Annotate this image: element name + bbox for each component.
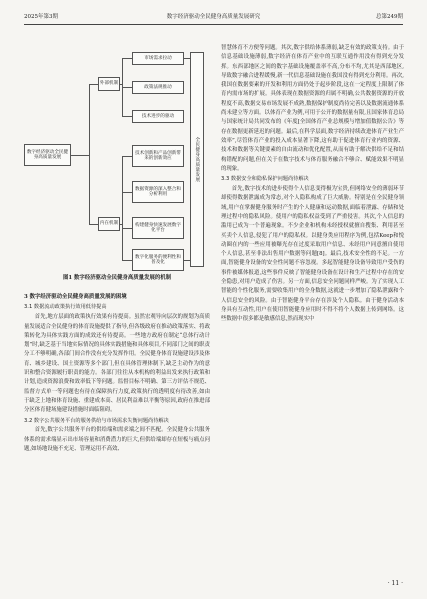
paragraph: 首先,数字技术的进步使得个人信息变得极为宝贵,但网络安全的薄弱环节却使得数据泄露成为常态,对个人隐私构成了巨大威胁。特别是在全民健身领域,用户在掌握健身服务时产生的个人健康和运动数据,面临着泄露、存储和处理过程中的隐私风险。使用户的隐私权益受到了严重侵害。其次,个人信息的滥用已成为一个普遍现象。不少企业和机构未经授权就擅自搜集、利用甚至买卖个人信息,侵犯了用户的隐私权。以健身类应用程序为例,包括Keep和悦动圈在内的一些应用被曝光存在过度采取用户信息、未经用户同意擅自使用个人信息,甚至非法出售用户数据等问题[8]。最后,技术安全性的不足。一方面,智能健身设备的安全性问题不容忽视。多起智能健身设备导致用户受伤的事件被媒体报道,这些事件反映了智能健身设备在设计和生产过程中存在的安全隐患,对用户造成了伤害。另一方面,信息安全问题同样严峻。为了实现人工智能的个性化服务,需要收集用户的全身数据,这就进一步增加了隐私泄露和个人信息安全的风险。由于智能健身平台存在涉及个人隐私。由于健身活动本身具有互动性,用户在使用智能健身应用时不得不将个人数据上传到网络。这些数据中很多都是敏感信息,然而现实中 <box>221 186 404 323</box>
connector <box>89 84 90 224</box>
mechanism-diagram <box>24 44 208 268</box>
total-issue-label: 总第249期 <box>376 14 403 20</box>
diagram-item: 技术创新和产品创新带来的创新效应 <box>132 145 184 167</box>
connector <box>122 58 132 59</box>
outcome-box: 全民健身高质量发展 <box>190 52 204 267</box>
connector <box>122 260 132 261</box>
external-mechanism-box: 外部机制 <box>98 77 120 91</box>
connector <box>122 156 132 157</box>
connector <box>122 228 132 229</box>
internal-mechanism-box: 内在机制 <box>98 217 120 231</box>
paragraph: 首先,地方层面的政策执行效果有待提高。虽然宏观导向层次的规划为高质量发展适合全民健身的体育设施提供了指导,但各级政府在推动政策落实、将政策转化为具体实践方面的成效还有待提高。一些地方政府在制定“总体行动计划”时,缺乏基于当地实际情况的具体实践措施和具体项目,不同部门之间的职责分工不够明确,各部门间合作没有充分发挥作用。全民健身体育设施建设涉及体育、城乡建设、国土资源等多个部门,但在具体管理体制下,缺乏主动作为的意识和整合资源履行职责的能力。各部门往往从本机构的利益出发来执行政策和计划,造成资源浪费和效率低下等问题。监督目标不明确、第三方评估不规范、监督方式单一等问题也有待在保障执行力度,政策执行的透明度有待改善,如由于缺乏上地和体育设施、重建成本高、居民利益难以平衡等原因,政府在推进部分区体育健场施建设措施时面临阻碍。 <box>24 314 210 414</box>
connector <box>89 224 98 225</box>
connector <box>122 192 132 193</box>
subsection-heading: 3.3 数据安全和隐私保护问题尚待解决 <box>221 176 309 183</box>
diagram-item: 市场需求拉动 <box>132 52 184 65</box>
root-box: 数字经济驱动全民健身高质量发展 <box>24 144 71 166</box>
diagram-item: 技术进步的驱动 <box>132 110 184 123</box>
connector <box>122 116 132 117</box>
diagram-item: 数字化服务的便利性和普及化 <box>132 249 184 271</box>
issue-label: 2025年第3期 <box>24 14 58 20</box>
page-number: · 11 · <box>387 580 403 587</box>
right-column <box>221 44 404 325</box>
connector <box>71 155 89 156</box>
connector <box>122 87 132 88</box>
section-heading: 3 数字经济驱动全民健身高质量发展的困境 <box>24 294 127 300</box>
connector <box>120 224 123 225</box>
subsection-heading: 3.2 数字公共服务平台的服务供给与市场需求失衡问题尚待解决 <box>24 417 169 424</box>
subsection-heading: 3.1 数据流动政策执行效用低待提高 <box>24 304 107 311</box>
connector <box>120 84 123 85</box>
left-column <box>24 293 210 454</box>
diagram-item: 政策法规推动 <box>132 81 184 94</box>
diagram-item: 构建健身快速发展数字化平台 <box>132 217 184 239</box>
running-header <box>24 12 403 24</box>
paragraph: 首先,数字公共服务平台的供给端和需求端之间不匹配。全民健身公共服务体系的需求端显示出市场容量和消费潜力的巨大,但供给端却存在短板与痛点问题,如场地设施不充足、管理运用不高效、 <box>24 427 210 453</box>
paragraph: 智慧体育不方便等问题。其次,数字供给体系薄弱,缺乏有效的政策支持。由于信息基础设施薄弱,数字经济在体育产业中的互联互通作用没有得到充分发挥。东西部地区之间的数字基础设施覆盖率不高,分布不均,尤其是西部地区,导致数字融合进程缓慢,新一代信息基础设施在我国没有得到充分利用。再次,我国在数据要素的开发和利用方面仍处于起步阶段,这在一定程度上限制了体育内需市场的扩展。具体表现在数据资源的归属不明确,公共数据资源的开放程度不高,数据交易市场发展不成熟,数据保护制度尚待完善以及数据流通体系尚未建立等方面。以体育产业为例,可用于公开的数据量有限,且国家体育总局与国家统计局共同发布的《年度[全国体育产业总规模与增加值数据公告》等存在数据更新延迟的问题。最后,在科学层面,数字经济持续改进体育产业生产效率”,尽管体育产业的投入成本显著下降,这有助于促进体育行业内的资源、技术和数据等关键要素的自由流动和优化配置,从而有助于解决供给不足和结构错配的问题,但在关于在数字技术与体育服务融合不够合、赋能效果不明显的现象。 <box>221 45 404 172</box>
diagram-item: 数据资源的深入整合和分析利用 <box>132 181 184 203</box>
connector <box>122 156 123 260</box>
figure-caption: 图1 数字经济驱动全民健身高质量发展的机制 <box>62 275 172 281</box>
journal-title: 数字经济驱动全民健身高质量发展研究 <box>166 14 261 20</box>
header-rule <box>24 24 403 25</box>
connector <box>89 84 98 85</box>
